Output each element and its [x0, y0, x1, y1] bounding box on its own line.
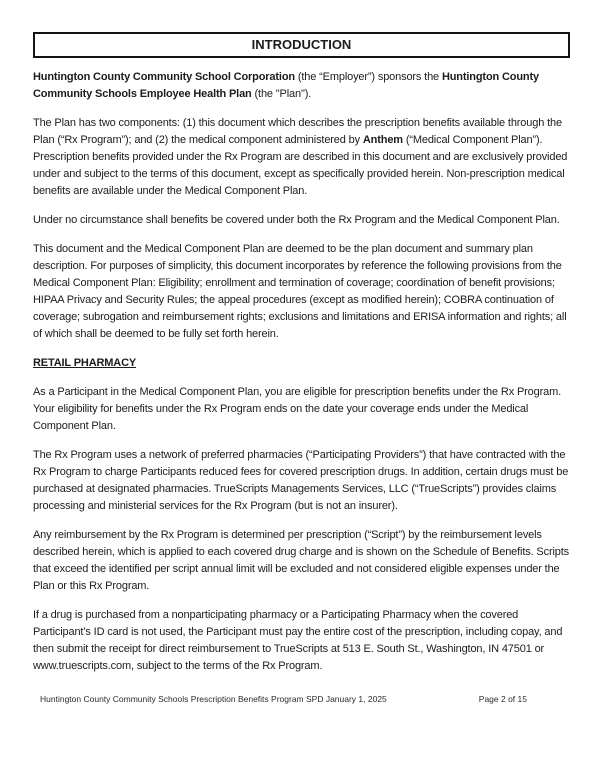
document-body [33, 69, 570, 675]
anthem-name: Anthem [362, 134, 403, 146]
sponsor-text-end: (the "Plan"). [251, 88, 312, 100]
intro-paragraph-sponsor [33, 69, 570, 103]
footer-page-number: Page 2 of 15 [478, 694, 527, 704]
retail-paragraph-network: The Rx Program uses a network of preferred pharmacies (“Participating Providers”) that have contracted with the Rx Program to charge Participants reduced fees for covered prescription drugs. In addition, certain drugs must be purchased at designated pharmacies. TrueScripts Managements Services, LLC (“TrueScripts”) provides claims processing and ministerial services for the Rx Program (but is not an insurer). [33, 449, 569, 512]
retail-pharmacy-heading: RETAIL PHARMACY [33, 357, 137, 369]
components-text: The Plan has two components: (1) this document which describes the prescription benefits available through the Plan (“Rx Program”); and (2) the medical component administered by [33, 117, 562, 146]
retail-paragraph-nonparticipating: If a drug is purchased from a nonparticipating pharmacy or a Participating Pharmacy when the covered Participant’s ID card is not used, the Participant must pay the entire cost of the prescription, including copay, and then submit the receipt for direct reimbursement to TrueScripts at 513 E. South St., Washington, IN 47501 or www.truescripts.com, subject to the terms of the Rx Program. [33, 609, 563, 672]
retail-paragraph-reimbursement: Any reimbursement by the Rx Program is determined per prescription (“Script”) by the reimbursement levels described herein, which is applied to each covered drug charge and is shown on the Schedule of Benefits. Scripts that exceed the identified per script annual limit will be excluded and not considered eligible expenses under the Plan or this Rx Program. [33, 529, 569, 592]
retail-paragraph-eligibility: As a Participant in the Medical Component Plan, you are eligible for prescription benefits under the Rx Program. Your eligibility for benefits under the Rx Program ends on the date your coverage ends under the Medical Component Plan. [33, 386, 561, 432]
page-footer [0, 694, 600, 705]
employer-name: Huntington County Community School Corporation [33, 71, 295, 83]
introduction-title-box [33, 32, 570, 58]
plan-name: Huntington County Community Schools Employee Health Plan [33, 71, 539, 100]
intro-paragraph-plan-document: This document and the Medical Component Plan are deemed to be the plan document and summary plan description. For purposes of simplicity, this document incorporates by reference the following provisions from the Medical Component Plan: Eligibility; enrollment and termination of coverage; coordination of benefit provisions; HIPAA Privacy and Security Rules; the appeal procedures (except as modified herein); COBRA continuation of coverage; subrogation and reimbursement rights; exclusions and limitations and ERISA information and rights; all of which shall be deemed to be fully set forth herein. [33, 243, 567, 340]
sponsor-text: (the “Employer”) sponsors the [294, 71, 442, 83]
introduction-heading: INTRODUCTION [251, 37, 352, 52]
footer-document-title: Huntington County Community Schools Prescription Benefits Program SPD January 1, 2025 [40, 694, 387, 704]
components-text-end: (“Medical Component Plan”). Prescription benefits provided under the Rx Program are described in this document and are exclusively provided under and subject to the terms of this document, except as specifically provided herein. Non-prescription medical benefits are available under the Medical Component Plan. [33, 134, 568, 197]
intro-paragraph-components [33, 115, 570, 200]
intro-paragraph-no-double-coverage: Under no circumstance shall benefits be covered under both the Rx Program and the Medical Component Plan. [33, 214, 560, 226]
